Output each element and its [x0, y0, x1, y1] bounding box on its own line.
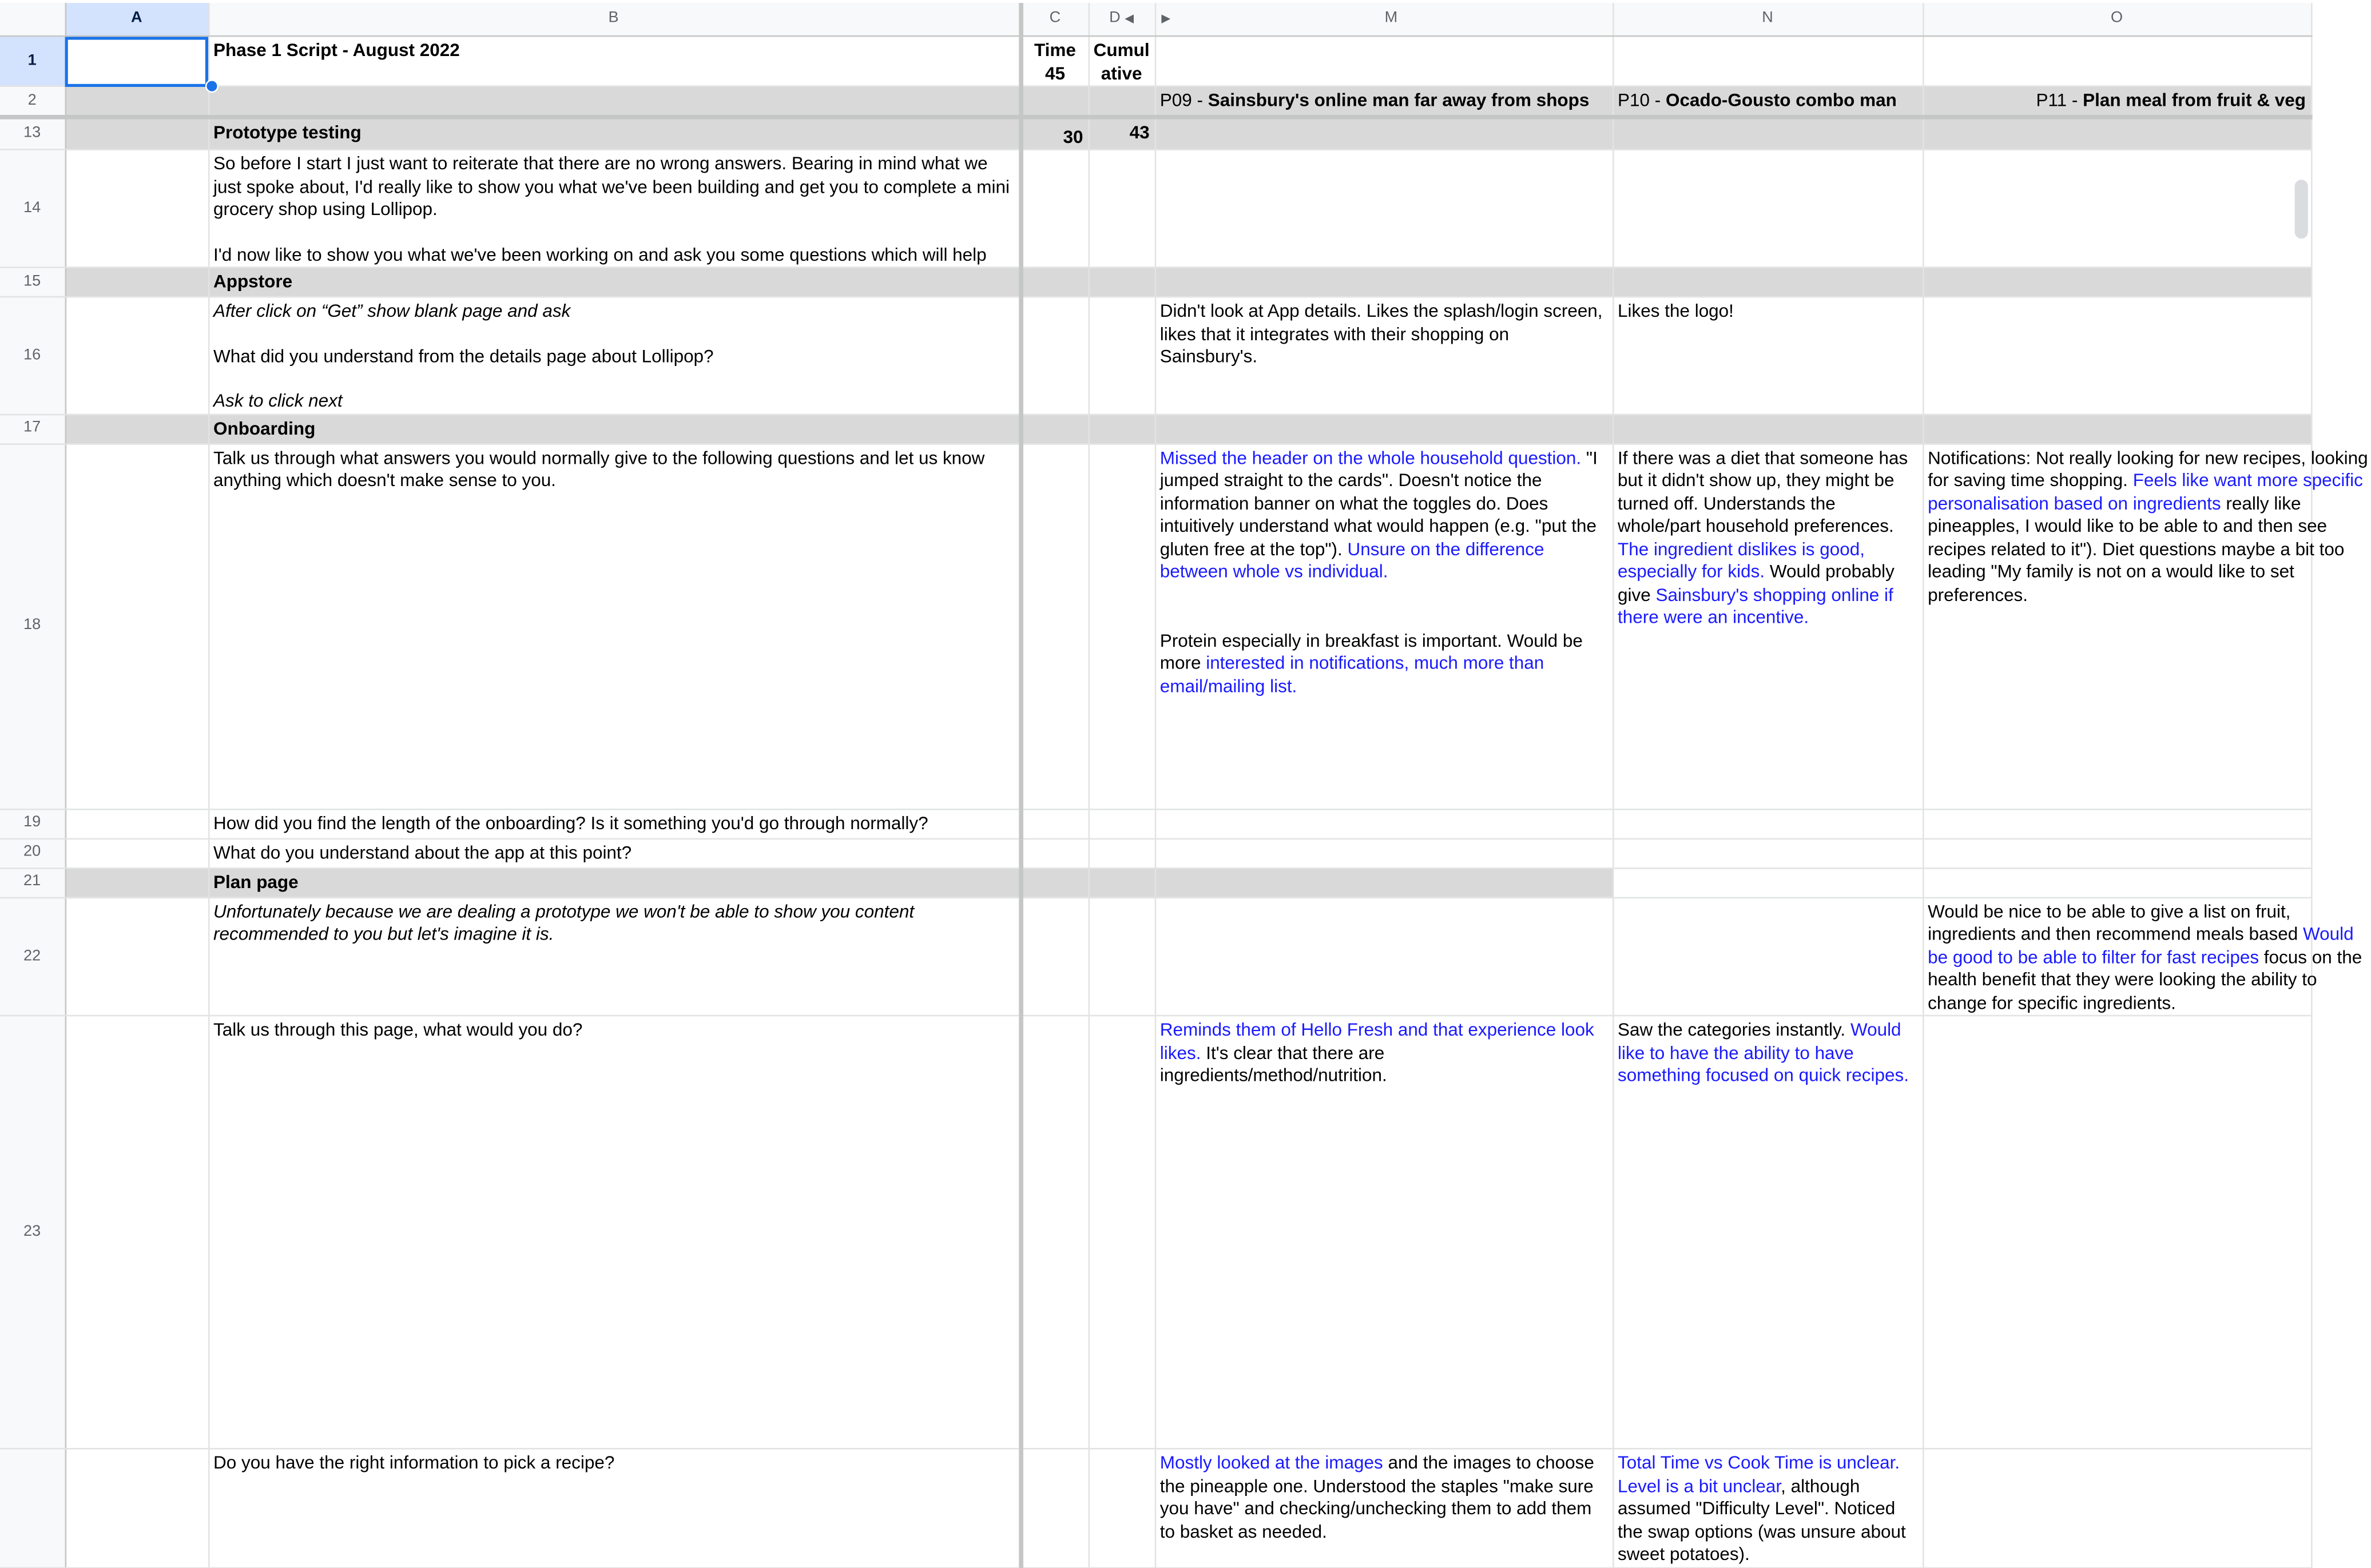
cell-o24[interactable] — [1923, 1448, 2311, 1567]
cell-b24[interactable]: Do you have the right information to pick a recipe? — [208, 1448, 1020, 1567]
cell-m23[interactable] — [1155, 1016, 1613, 1448]
cell-a19[interactable] — [65, 809, 208, 838]
cell-n15[interactable] — [1613, 268, 1923, 297]
sheet-row-1 — [0, 36, 2311, 86]
o22-text-2: focus on the health benefit that they were looking the ability to change for specific ingredients. — [1928, 946, 2362, 1013]
column-header-d-label: D — [1109, 9, 1121, 27]
sheet-row-15 — [0, 268, 2311, 297]
cell-a13[interactable] — [65, 117, 208, 150]
cell-b22[interactable]: Unfortunately because we are dealing a prototype we won't be able to show you content recommended to you but let's imagine it is. — [208, 897, 1020, 1016]
cell-n1[interactable] — [1613, 36, 1923, 86]
cell-o17[interactable] — [1923, 414, 2311, 444]
cell-n16[interactable]: Likes the logo! — [1613, 297, 1923, 414]
cell-n23[interactable] — [1613, 1016, 1923, 1448]
cell-b14-para-1: So before I start I just want to reiterate that there are no wrong answers. Bearing in mind what we just spoke about, I'd really like to show you what we've been building and get you to complete a mini grocery shop using Lollipop. — [213, 153, 1010, 220]
cell-d23[interactable] — [1089, 1016, 1155, 1448]
cell-o2-participant-p11[interactable] — [1923, 86, 2311, 117]
sheet-row-16 — [0, 297, 2311, 414]
n23-text-1: Saw the categories instantly. — [1618, 1019, 1850, 1040]
cell-b13-section-prototype-testing[interactable]: Prototype testing — [208, 117, 1020, 150]
n18-highlight-1: The ingredient dislikes is good, especially for kids. — [1618, 538, 1865, 582]
p11-name: Plan meal from fruit & veg — [2083, 90, 2306, 111]
cell-d17[interactable] — [1089, 414, 1155, 444]
cell-o1[interactable] — [1923, 36, 2311, 86]
cell-m14[interactable] — [1155, 149, 1613, 267]
hidden-columns-right-arrow-icon[interactable]: ▶ — [1161, 12, 1171, 26]
m18-highlight-1: Missed the header on the whole household question. — [1159, 447, 1582, 468]
row-header-23[interactable]: 23 — [0, 1016, 65, 1448]
cell-a2[interactable] — [65, 86, 208, 117]
cell-d16[interactable] — [1089, 297, 1155, 414]
row-header-16[interactable]: 16 — [0, 297, 65, 414]
column-header-c[interactable]: C — [1020, 3, 1089, 36]
row-header-1[interactable]: 1 — [0, 36, 65, 86]
sheet-row-18 — [0, 443, 2311, 809]
cell-d22[interactable] — [1089, 897, 1155, 1016]
cell-o19[interactable] — [1923, 809, 2311, 838]
cell-n24[interactable] — [1613, 1448, 1923, 1567]
cell-c1-time[interactable] — [1020, 36, 1089, 86]
cell-m16[interactable]: Didn't look at App details. Likes the splash/login screen, likes that it integrates with their shopping on Sainsbury's. — [1155, 297, 1613, 414]
cell-o21[interactable] — [1923, 867, 2311, 897]
m24-highlight-1: Mostly looked at the images — [1159, 1452, 1383, 1473]
cell-b16-question: What did you understand from the details page about Lollipop? — [213, 345, 714, 367]
p11-id: P11 — [2036, 90, 2067, 111]
n24-text-1: , although assumed "Difficulty Level". Noticed the swap options (was unsure about sweet potatoes). — [1618, 1475, 1906, 1565]
select-all-corner[interactable] — [0, 3, 65, 36]
sheet-row-17 — [0, 414, 2311, 444]
n18-text-2: Would probably give — [1618, 561, 1895, 605]
cell-m22[interactable] — [1155, 897, 1613, 1016]
cell-a16[interactable] — [65, 297, 208, 414]
cell-n17[interactable] — [1613, 414, 1923, 444]
cell-c13-time[interactable]: 30 — [1020, 117, 1089, 150]
cell-d19[interactable] — [1089, 809, 1155, 838]
hidden-columns-left-arrow-icon[interactable]: ◀ — [1125, 12, 1134, 26]
n24-highlight-1: Total Time vs Cook Time is unclear. Level is a bit unclear — [1618, 1452, 1900, 1496]
column-header-d[interactable] — [1089, 3, 1155, 36]
cell-c16[interactable] — [1020, 297, 1089, 414]
cell-d20[interactable] — [1089, 838, 1155, 868]
cell-b18[interactable]: Talk us through what answers you would normally give to the following questions and let us know anything which doesn't make sense to you. — [208, 443, 1020, 809]
cell-c20[interactable] — [1020, 838, 1089, 868]
m18-highlight-3: interested in notifications, much more than email/mailing list. — [1159, 652, 1544, 697]
cell-a18[interactable] — [65, 443, 208, 809]
column-header-row — [0, 3, 2311, 36]
cell-c21[interactable] — [1020, 867, 1089, 897]
cell-c23[interactable] — [1020, 1016, 1089, 1448]
cell-c22[interactable] — [1020, 897, 1089, 1016]
cell-n2-participant-p10[interactable] — [1613, 86, 1923, 117]
cell-n21[interactable] — [1613, 867, 1923, 897]
column-header-a[interactable]: A — [65, 3, 208, 36]
cell-a17[interactable] — [65, 414, 208, 444]
cell-n18[interactable] — [1613, 443, 1923, 809]
column-header-n[interactable]: N — [1613, 3, 1923, 36]
o18-text-1: Notifications: Not really looking for new recipes, looking for saving time shopping. — [1928, 447, 2368, 491]
n23-highlight-1: Would like to have the ability to have something focused on quick recipes. — [1618, 1019, 1909, 1086]
row-header-13[interactable]: 13 — [0, 117, 65, 150]
cell-b21-section-plan-page[interactable]: Plan page — [208, 867, 1020, 897]
cell-n20[interactable] — [1613, 838, 1923, 868]
cell-c15[interactable] — [1020, 268, 1089, 297]
sheet-row-22 — [0, 897, 2311, 1016]
row-header-19[interactable]: 19 — [0, 809, 65, 838]
cell-d14[interactable] — [1089, 149, 1155, 267]
time-total: 45 — [1044, 62, 1065, 83]
sheet-row-20 — [0, 838, 2311, 868]
cell-b16[interactable] — [208, 297, 1020, 414]
cell-b14-para-2: I'd now like to show you what we've been working on and ask you some questions which will help — [213, 244, 987, 265]
cell-d21[interactable] — [1089, 867, 1155, 897]
cell-d13-cumulative[interactable]: 43 — [1089, 117, 1155, 150]
cell-n13[interactable] — [1613, 117, 1923, 150]
row-header-15[interactable]: 15 — [0, 268, 65, 297]
cell-a24[interactable] — [65, 1448, 208, 1567]
cell-d2[interactable] — [1089, 86, 1155, 117]
row-header-22[interactable]: 22 — [0, 897, 65, 1016]
cell-m18-para-1 — [1160, 447, 1607, 584]
cell-m1[interactable] — [1155, 36, 1613, 86]
o22-highlight-1: Would be good to be able to filter for fast recipes — [1928, 924, 2354, 968]
cell-m24[interactable] — [1155, 1448, 1613, 1567]
cell-m15[interactable] — [1155, 268, 1613, 297]
o18-text-2: really like pineapples, I would like to be able to and then see recipes related to it"). Diet questions maybe a bit too leading "My family is not on a would like to set preferences. — [1928, 492, 2345, 605]
o18-highlight-1: Feels like want more specific personalisation based on ingredients — [1928, 469, 2363, 514]
p11-separator: - — [2067, 90, 2083, 111]
cell-o18[interactable] — [1923, 443, 2368, 809]
cell-m2-participant-p09[interactable] — [1155, 86, 1613, 117]
p09-separator: - — [1192, 90, 1208, 111]
cell-o16[interactable] — [1923, 297, 2311, 414]
n18-highlight-2: Sainsbury's shopping online if there were an incentive. — [1618, 584, 1893, 628]
row-header-24[interactable] — [0, 1448, 65, 1567]
o22-text-1: Would be nice to be able to give a list on fruit, ingredients and then recommend meals based — [1928, 901, 2298, 945]
cell-b16-instruction: After click on “Get” show blank page and ask — [213, 300, 571, 321]
cell-o20[interactable] — [1923, 838, 2311, 868]
cell-c17[interactable] — [1020, 414, 1089, 444]
cell-c18[interactable] — [1020, 443, 1089, 809]
cell-m18-para-2 — [1160, 630, 1607, 698]
cell-b23[interactable]: Talk us through this page, what would you do? — [208, 1016, 1020, 1448]
sheet-row-23 — [0, 1016, 2311, 1448]
cell-a14[interactable] — [65, 149, 208, 267]
cell-o14[interactable] — [1923, 149, 2311, 267]
cell-m19[interactable] — [1155, 809, 1613, 838]
p10-id: P10 — [1618, 90, 1650, 111]
cell-b2[interactable] — [208, 86, 1020, 117]
cell-m20[interactable] — [1155, 838, 1613, 868]
cell-c14[interactable] — [1020, 149, 1089, 267]
m23-highlight-1: Reminds them of Hello Fresh and that experience look likes. — [1159, 1019, 1594, 1063]
row-header-2[interactable]: 2 — [0, 86, 65, 117]
cell-o15[interactable] — [1923, 268, 2311, 297]
cell-a1[interactable] — [65, 36, 208, 86]
m24-text-1: and the images to choose the pineapple one. Understood the staples "make sure you have" and checking/unchecking them to add them to basket as needed. — [1159, 1452, 1594, 1542]
sheet-row-21 — [0, 867, 2311, 897]
cell-o23[interactable] — [1923, 1016, 2311, 1448]
p10-separator: - — [1650, 90, 1666, 111]
cell-b17-section-onboarding[interactable]: Onboarding — [208, 414, 1020, 444]
cell-b16-next: Ask to click next — [213, 390, 343, 411]
sheet-row-13 — [0, 117, 2311, 150]
cell-n19[interactable] — [1613, 809, 1923, 838]
vertical-scrollbar-thumb[interactable] — [2295, 180, 2308, 238]
cell-b14[interactable] — [208, 149, 1020, 267]
cell-c24[interactable] — [1020, 1448, 1089, 1567]
cell-c19[interactable] — [1020, 809, 1089, 838]
selection-fill-handle[interactable] — [205, 79, 219, 93]
n18-text-1: If there was a diet that someone has but it didn't show up, they might be turned off. Understands the whole/part household preferences. — [1618, 447, 1908, 536]
cell-c2[interactable] — [1020, 86, 1089, 117]
cell-a23[interactable] — [65, 1016, 208, 1448]
p10-name: Ocado-Gousto combo man — [1666, 90, 1897, 111]
sheet-row-2 — [0, 86, 2311, 117]
cell-b19[interactable]: How did you find the length of the onboarding? Is it something you'd go through normally? — [208, 809, 1020, 838]
cell-b1-title[interactable]: Phase 1 Script - August 2022 — [208, 36, 1020, 86]
cell-d18[interactable] — [1089, 443, 1155, 809]
cell-d1-cumulative[interactable]: Cumul ative — [1089, 36, 1155, 86]
cell-m21[interactable] — [1155, 867, 1613, 897]
m18-text-2: Protein especially in breakfast is important. Would be more — [1159, 630, 1583, 674]
row-header-18[interactable]: 18 — [0, 443, 65, 809]
p09-id: P09 — [1159, 90, 1192, 111]
cell-b20[interactable]: What do you understand about the app at this point? — [208, 838, 1020, 868]
cell-m18[interactable] — [1155, 443, 1613, 809]
row-header-21[interactable]: 21 — [0, 867, 65, 897]
m18-highlight-2: Unsure on the difference between whole vs individual. — [1159, 538, 1544, 582]
cell-a21[interactable] — [65, 867, 208, 897]
cell-d15[interactable] — [1089, 268, 1155, 297]
cell-d24[interactable] — [1089, 1448, 1155, 1567]
cell-n22[interactable] — [1613, 897, 1923, 1016]
cell-a20[interactable] — [65, 838, 208, 868]
column-header-b[interactable]: B — [208, 3, 1020, 36]
m23-text-1: It's clear that there are ingredients/method/nutrition. — [1159, 1042, 1387, 1086]
sheet-row-14 — [0, 149, 2311, 267]
m18-text-1: "I jumped straight to the cards". Doesn't notice the information banner on what the toggles do. Does intuitively understand what would happen (e.g. "put the gluten free at the top"). — [1159, 447, 1598, 559]
cell-a15[interactable] — [65, 268, 208, 297]
row-header-17[interactable]: 17 — [0, 414, 65, 444]
sheet-row-19 — [0, 809, 2311, 838]
time-label: Time — [1034, 39, 1076, 61]
cell-m13[interactable] — [1155, 117, 1613, 150]
column-header-m-label: M — [1384, 9, 1398, 27]
row-header-20[interactable]: 20 — [0, 838, 65, 868]
cell-b15-section-appstore[interactable]: Appstore — [208, 268, 1020, 297]
cell-a22[interactable] — [65, 897, 208, 1016]
column-header-m[interactable] — [1155, 3, 1613, 36]
cell-o13[interactable] — [1923, 117, 2311, 150]
column-header-o[interactable]: O — [1923, 3, 2311, 36]
spreadsheet-grid — [0, 3, 2368, 1568]
sheet-row-24 — [0, 1448, 2311, 1567]
cell-m17[interactable] — [1155, 414, 1613, 444]
row-header-14[interactable]: 14 — [0, 149, 65, 267]
p09-name: Sainsbury's online man far away from shops — [1208, 90, 1590, 111]
cell-o22[interactable] — [1923, 897, 2362, 1016]
cell-n14[interactable] — [1613, 149, 1923, 267]
